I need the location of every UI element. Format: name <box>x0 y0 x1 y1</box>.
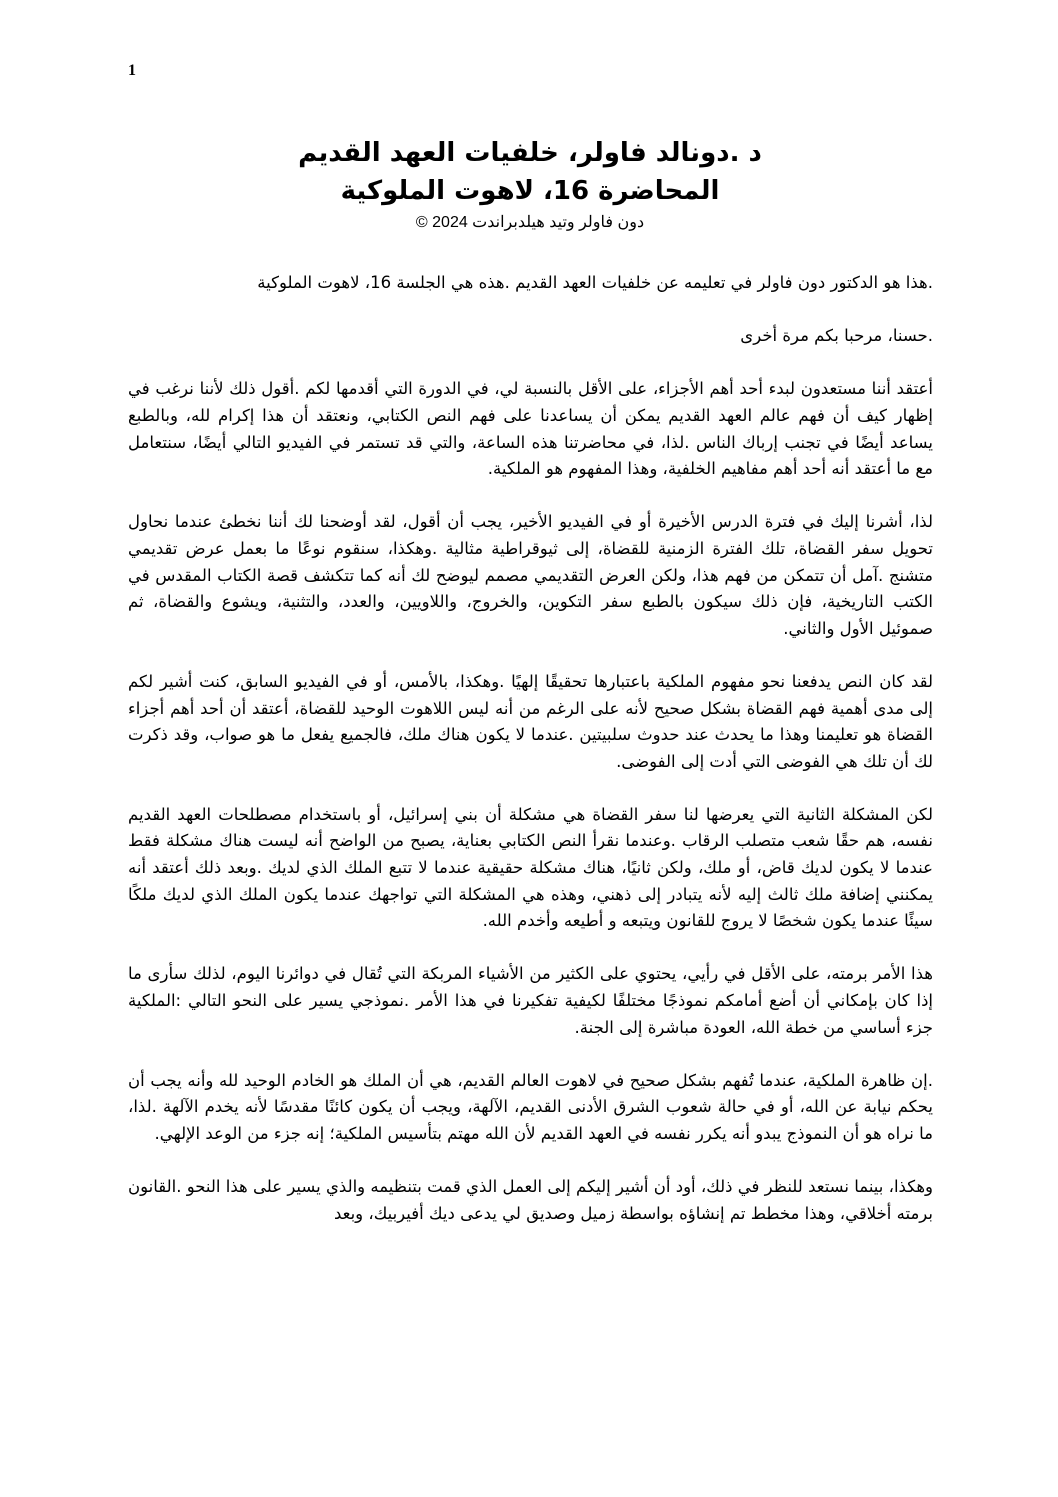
paragraph-intro: .هذا هو الدكتور دون فاولر في تعليمه عن خلفيات العهد القديم .هذه هي الجلسة 16، لاهوت الملوكية <box>257 273 933 292</box>
paragraph-final: وهكذا، بينما نستعد للنظر في ذلك، أود أن أشير إليكم إلى العمل الذي قمت بتنظيمه والذي يسير على هذا النحو .القانون برمته أخلاقي، وهذا مخطط تم إنشاؤه بواسطة زميل وصديق لي يدعى ديك أفيربيك، وبعد <box>128 1177 933 1223</box>
copyright-line: دون فاولر وتيد هيلدبراندت 2024 © <box>415 214 645 231</box>
title-line-2: المحاضرة 16، لاهوت الملوكية <box>340 176 720 206</box>
paragraph: .إن ظاهرة الملكية، عندما تُفهم بشكل صحيح في لاهوت العالم القديم، هي أن الملك هو الخادم الوحيد لله وأنه يجب أن يحكم نيابة عن الله، أو في حالة شعوب الشرق الأدنى القديم، الآلهة، ويجب أن يكون كائنًا مقدسًا لأنه يخدم الآلهة .لذا، ما نراه هو أن النموذج يبدو أنه يكرر نفسه في العهد القديم لأن الله مهتم بتأسيس الملكية؛ إنه جزء من الوعد الإلهي. <box>128 1070 933 1143</box>
paragraph: هذا الأمر برمته، على الأقل في رأيي، يحتوي على الكثير من الأشياء المربكة التي تُقال في دوائرنا اليوم، لذلك سأرى ما إذا كان بإمكاني أن أضع أمامكم نموذجًا مختلفًا لكيفية تفكيرنا في هذا الأمر .نموذجي يسير على النحو التالي :الملكية جزء أساسي من خطة الله، العودة مباشرة إلى الجنة. <box>128 964 933 1037</box>
page-number: 1 <box>128 62 136 79</box>
title-line-1: د .دونالد فاولر، خلفيات العهد القديم <box>298 138 762 168</box>
paragraph: لقد كان النص يدفعنا نحو مفهوم الملكية باعتبارها تحقيقًا إلهيًا .وهكذا، بالأمس، أو في الفيديو السابق، كنت أشير لكم إلى مدى أهمية فهم القضاة بشكل صحيح لأنه على الرغم من أنه ليس اللاهوت الوحيد للقضاة، أعتقد أن أحد أهم أجزاء القضاة هو تعليمنا وهذا ما يحدث عند حدوث سلبيتين .عندما لا يكون هناك ملك، فالجميع يفعل ما هو صواب، وقد ذكرت لك أن تلك هي الفوضى التي أدت إلى الفوضى. <box>128 671 933 771</box>
document-body <box>128 270 933 1254</box>
paragraph: أعتقد أننا مستعدون لبدء أحد أهم الأجزاء، على الأقل بالنسبة لي، في الدورة التي أقدمها لكم .أقول ذلك لأننا نرغب في إظهار كيف أن فهم عالم العهد القديم يمكن أن يساعدنا على فهم النص الكتابي، ونعتقد أن هذا إكرام لله، وبالطبع يساعد أيضًا في تجنب إرباك الناس .لذا، في محاضرتنا هذه الساعة، والتي قد تستمر في الفيديو التالي أيضًا، سنتعامل مع ما أعتقد أنه أحد أهم مفاهيم الخلفية، وهذا المفهوم هو الملكية. <box>128 379 933 479</box>
paragraph-greeting: .حسنا، مرحبا بكم مرة أخرى <box>740 326 933 346</box>
document-header <box>150 134 910 234</box>
paragraph: لذا، أشرنا إليك في فترة الدرس الأخيرة أو في الفيديو الأخير، يجب أن أقول، لقد أوضحنا لك أننا نخطئ عندما نحاول تحويل سفر القضاة، تلك الفترة الزمنية للقضاة، إلى ثيوقراطية مثالية .وهكذا، سنقوم نوعًا ما بعمل عرض تقديمي متشنج .آمل أن تتمكن من فهم هذا، ولكن العرض التقديمي مصمم ليوضح لك أنه كما تتكشف قصة الكتاب المقدس في الكتب التاريخية، فإن ذلك سيكون بالطبع سفر التكوين، والخروج، واللاويين، والعدد، والتثنية، ويشوع والقضاة، ثم صموئيل الأول والثاني. <box>128 512 933 638</box>
paragraph: لكن المشكلة الثانية التي يعرضها لنا سفر القضاة هي مشكلة أن بني إسرائيل، أو باستخدام مصطلحات العهد القديم نفسه، هم حقًا شعب متصلب الرقاب .وعندما نقرأ النص الكتابي بعناية، يصبح من الواضح أنه ليست هناك مشكلة فقط عندما لا يكون لديك قاض، أو ملك، ولكن ثانيًا، هناك مشكلة حقيقية عندما لا تتبع الملك الذي لديك .وبعد ذلك أعتقد أنه يمكنني إضافة ملك ثالث إليه لأنه يتبادر إلى ذهني، وهذه هي المشكلة التي تواجهك عندما يكون الملك الذي لديك ملكًا سيئًا عندما يكون شخصًا لا يروج للقانون ويتبعه و أطيعه وأخدم الله. <box>128 804 933 931</box>
